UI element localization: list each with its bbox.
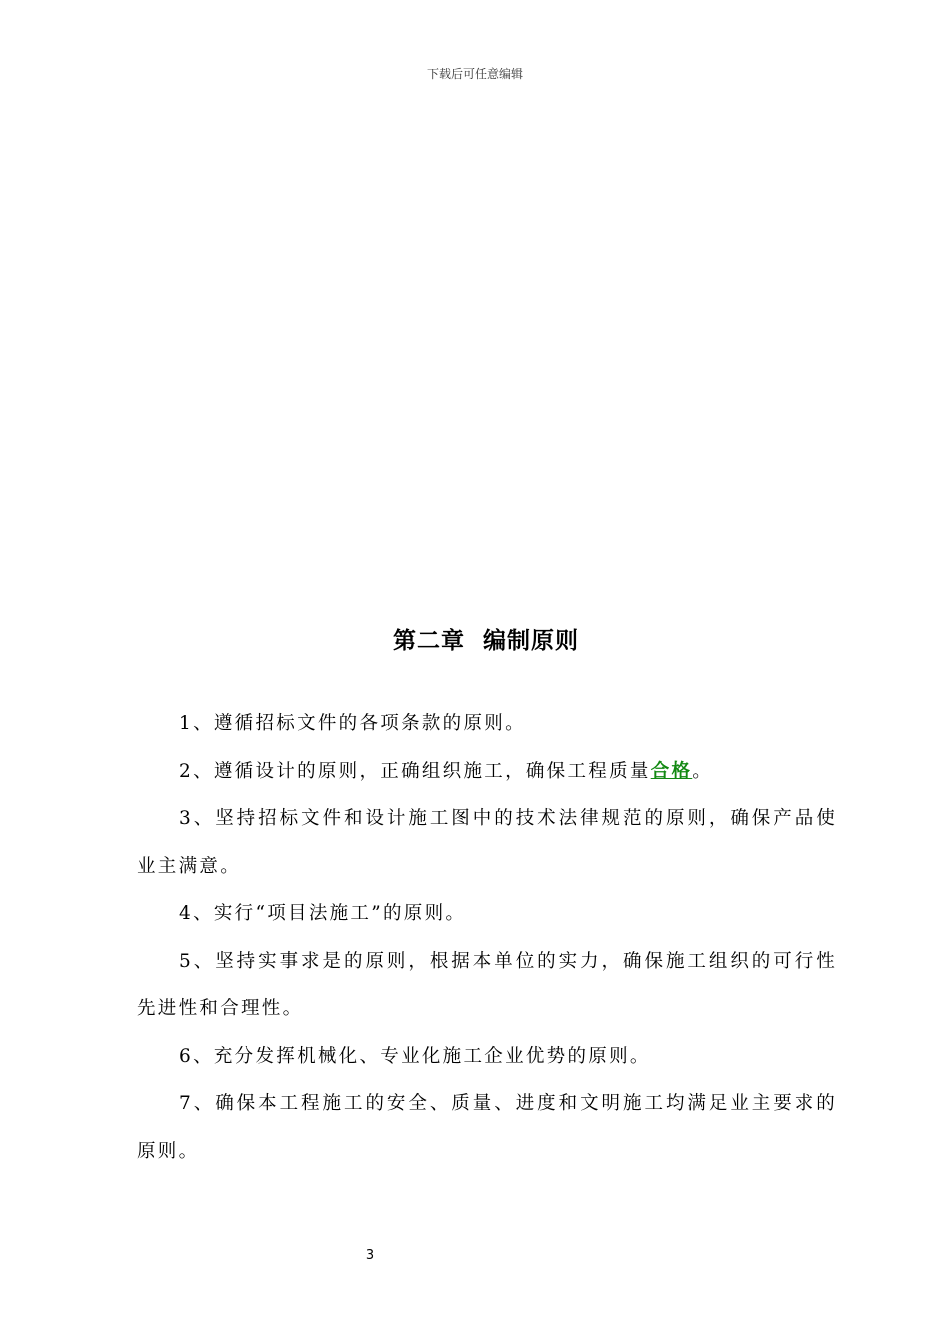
quality-grade-highlight: 合格 [650, 760, 693, 782]
principle-item-5: 5、坚持实事求是的原则，根据本单位的实力，确保施工组织的可行性先进性和合理性。 [137, 950, 837, 1019]
principle-item-2-text: 2、遵循设计的原则，正确组织施工，确保工程质量 [179, 760, 651, 782]
principle-item-4: 4、实行“项目法施工”的原则。 [179, 903, 467, 924]
principle-item-7: 7、确保本工程施工的安全、质量、进度和文明施工均满足业主要求的原则。 [137, 1093, 837, 1162]
principle-item-3: 3、坚持招标文件和设计施工图中的技术法律规范的原则，确保产品使业主满意。 [137, 808, 837, 877]
page-number: 3 [365, 1248, 375, 1263]
principle-item-1: 1、遵循招标文件的各项条款的原则。 [179, 713, 526, 734]
principle-item-2-end: 。 [692, 760, 714, 782]
principle-item-6: 6、充分发挥机械化、专业化施工企业优势的原则。 [179, 1045, 651, 1067]
page-header: 下载后可任意编辑 [426, 67, 523, 81]
principle-item-2 [137, 748, 837, 796]
chapter-title: 第二章 编制原则 [392, 628, 579, 654]
principles-list [137, 700, 837, 1175]
